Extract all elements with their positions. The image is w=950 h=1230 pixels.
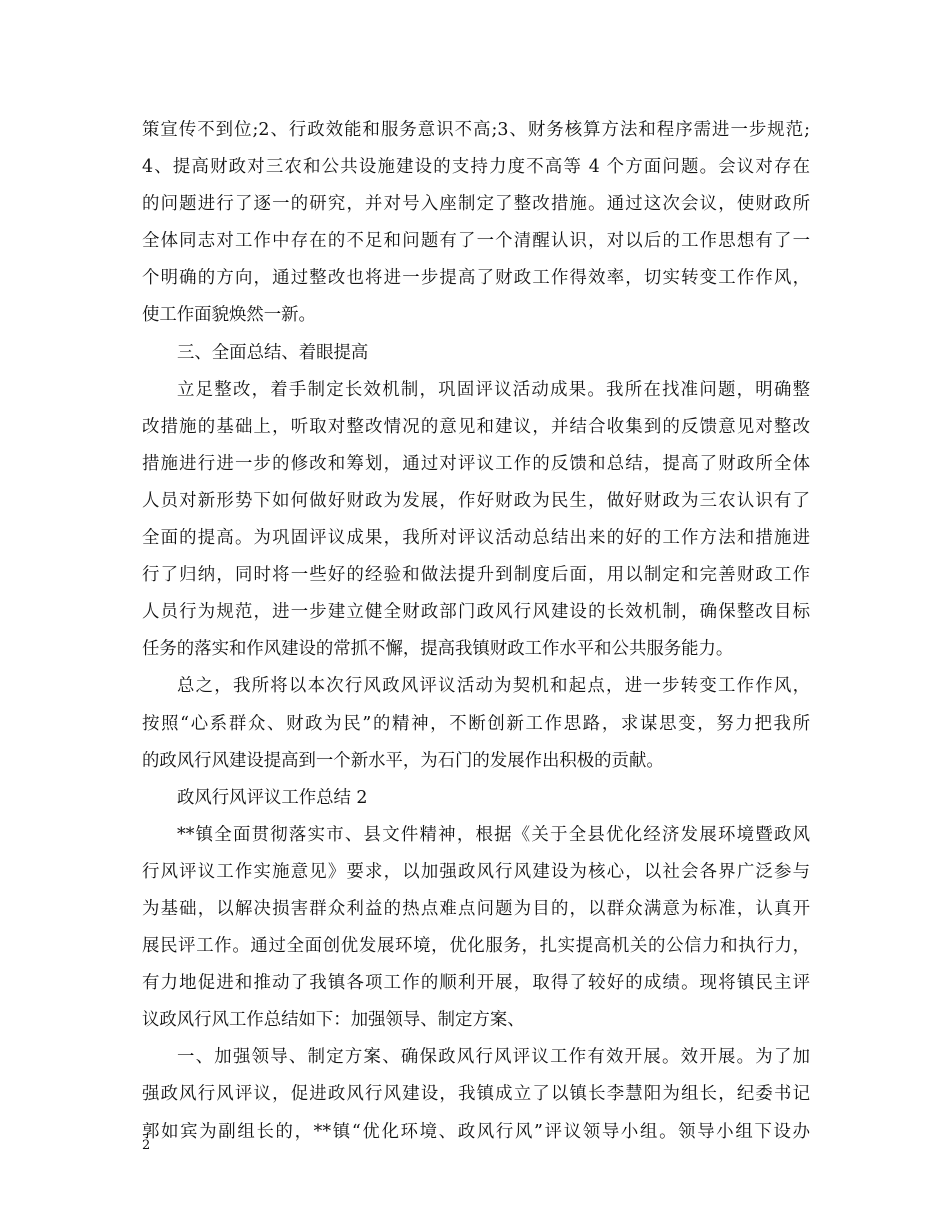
text-line-13: 行了归纳，同时将一些好的经验和做法提升到制度后面，用以制定和完善财政工作 xyxy=(142,565,810,586)
text-line-28: 郭如宾为副组长的，**镇“优化环境、政风行风”评议领导小组。领导小组下设办 xyxy=(142,1121,810,1142)
text-line-4: 全体同志对工作中存在的不足和问题有了一个清醒认识，对以后的工作思想有了一 xyxy=(142,231,810,252)
text-line-10: 措施进行进一步的修改和筹划，通过对评议工作的反馈和总结，提高了财政所全体 xyxy=(142,453,810,474)
text-line-26: 一、加强领导、制定方案、确保政风行风评议工作有效开展。效开展。为了加 xyxy=(177,1047,810,1068)
text-line-3: 的问题进行了逐一的研究，并对号入座制定了整改措施。通过这次会议，使财政所 xyxy=(142,194,810,215)
text-line-22: 为基础，以解决损害群众利益的热点难点问题为目的，以群众满意为标准，认真开 xyxy=(142,898,810,919)
text-line-23: 展民评工作。通过全面创优发展环境，优化服务，扎实提高机关的公信力和执行力， xyxy=(142,936,810,957)
text-line-16: 总之，我所将以本次行风政风评议活动为契机和起点，进一步转变工作作风， xyxy=(177,676,810,697)
text-line-9: 改措施的基础上，听取对整改情况的意见和建议，并结合收集到的反馈意见对整改 xyxy=(142,416,810,437)
text-line-20: **镇全面贯彻落实市、县文件精神，根据《关于全县优化经济发展环境暨政风 xyxy=(177,824,810,845)
text-line-27: 强政风行风评议，促进政风行风建设，我镇成立了以镇长李慧阳为组长，纪委书记 xyxy=(142,1084,810,1105)
text-line-12: 全面的提高。为巩固评议成果，我所对评议活动总结出来的好的工作方法和措施进 xyxy=(142,528,810,549)
text-line-18: 的政风行风建设提高到一个新水平，为石门的发展作出积极的贡献。 xyxy=(142,750,664,771)
text-line-11: 人员对新形势下如何做好财政为发展，作好财政为民生，做好财政为三农认识有了 xyxy=(142,490,810,511)
text-line-17: 按照“心系群众、财政为民”的精神，不断创新工作思路，求谋思变，努力把我所 xyxy=(142,713,810,734)
text-line-8: 立足整改，着手制定长效机制，巩固评议活动成果。我所在找准问题，明确整 xyxy=(177,379,810,400)
text-line-24: 有力地促进和推动了我镇各项工作的顺利开展，取得了较好的成绩。现将镇民主评 xyxy=(142,973,810,994)
text-line-5: 个明确的方向，通过整改也将进一步提高了财政工作得效率，切实转变工作作风， xyxy=(142,268,810,289)
text-line-1: 策宣传不到位;2、行政效能和服务意识不高;3、财务核算方法和程序需进一步规范; xyxy=(142,120,810,140)
text-line-6: 使工作面貌焕然一新。 xyxy=(142,305,316,326)
text-line-25: 议政风行风工作总结如下：加强领导、制定方案、 xyxy=(142,1010,525,1031)
page-number: 2 xyxy=(142,1138,151,1153)
section-heading-3: 三、全面总结、着眼提高 xyxy=(177,342,369,363)
text-line-2: 4、提高财政对三农和公共设施建设的支持力度不高等 4 个方面问题。会议对存在 xyxy=(142,157,810,178)
text-line-14: 人员行为规范，进一步建立健全财政部门政风行风建设的长效机制，确保整改目标 xyxy=(142,602,810,623)
document-subtitle: 政风行风评议工作总结 2 xyxy=(177,787,368,808)
document-body xyxy=(142,112,810,1151)
text-line-21: 行风评议工作实施意见》要求，以加强政风行风建设为核心，以社会各界广泛参与 xyxy=(142,861,810,882)
text-line-15: 任务的落实和作风建设的常抓不懈，提高我镇财政工作水平和公共服务能力。 xyxy=(142,639,734,660)
